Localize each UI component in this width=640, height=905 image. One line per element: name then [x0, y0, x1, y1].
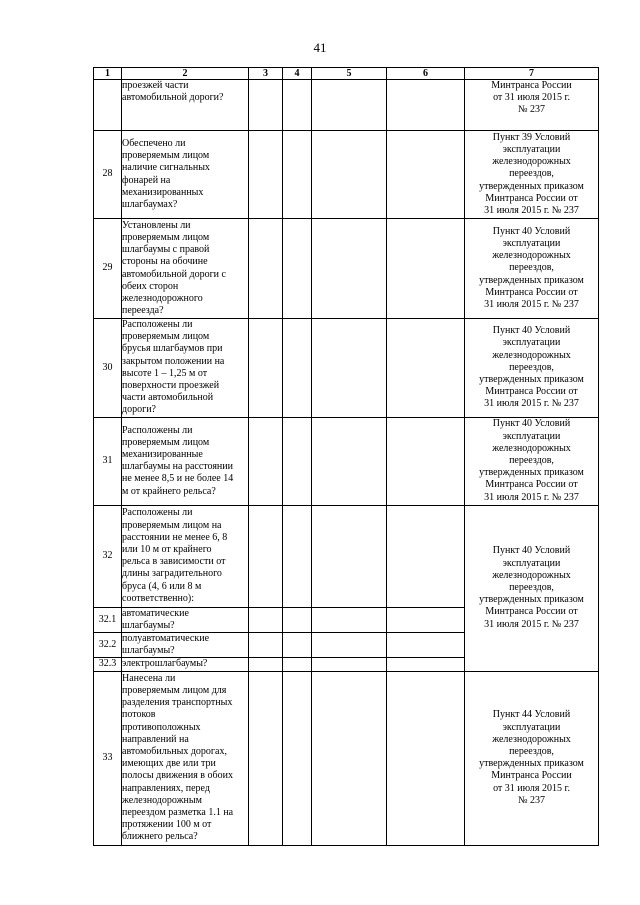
row-number: 32.1 — [94, 607, 122, 632]
row-question: Установлены ли проверяемым лицом шлагбаумы с правой стороны на обочине автомобильной дороги с обеих сторон железнодорожного переезда? — [122, 219, 249, 319]
checklist-table — [93, 67, 599, 846]
col-header-2: 2 — [122, 68, 249, 80]
row-question: Обеспечено ли проверяемым лицом наличие сигнальных фонарей на механизированных шлагбаумах? — [122, 131, 249, 219]
row-question: электрошлагбаумы? — [122, 658, 249, 671]
row-question: проезжей части автомобильной дороги? — [122, 80, 249, 131]
row-number — [94, 80, 122, 131]
table-row — [94, 219, 599, 319]
row-number: 32 — [94, 505, 122, 607]
row-question: Расположены ли проверяемым лицом на расстоянии не менее 6, 8 или 10 м от крайнего рельса в зависимости от длины заградительного бруса (4, 6 или 8 м соответственно): — [122, 505, 249, 607]
row-question: автоматические шлагбаумы? — [122, 607, 249, 632]
table-row — [94, 319, 599, 418]
row-number: 32.3 — [94, 658, 122, 671]
row-question: полуавтоматические шлагбаумы? — [122, 633, 249, 658]
row-question: Расположены ли проверяемым лицом брусья шлагбаумов при закрытом положении на высоте 1 – 1,25 м от поверхности проезжей части автомобильной дороги? — [122, 319, 249, 418]
col-header-4: 4 — [283, 68, 312, 80]
page-number: 41 — [313, 40, 327, 55]
row-reference: Пункт 40 Условий эксплуатации железнодорожных переездов, утвержденных приказом Минтранса России от 31 июля 2015 г. № 237 — [465, 219, 599, 319]
row-reference: Пункт 44 Условий эксплуатации железнодорожных переездов, утвержденных приказом Минтранса России от 31 июля 2015 г. № 237 — [465, 671, 599, 845]
row-number: 33 — [94, 671, 122, 845]
table-row — [94, 80, 599, 131]
row-number: 30 — [94, 319, 122, 418]
row-reference: Минтранса России от 31 июля 2015 г. № 237 — [465, 80, 599, 131]
table-row — [94, 671, 599, 845]
row-number: 32.2 — [94, 633, 122, 658]
row-reference: Пункт 40 Условий эксплуатации железнодорожных переездов, утвержденных приказом Минтранса России от 31 июля 2015 г. № 237 — [465, 505, 599, 671]
row-number: 28 — [94, 131, 122, 219]
row-number: 31 — [94, 417, 122, 505]
col-header-3: 3 — [249, 68, 283, 80]
table-row — [94, 131, 599, 219]
col-header-5: 5 — [312, 68, 387, 80]
header-row — [94, 68, 599, 80]
row-question: Расположены ли проверяемым лицом механизированные шлагбаумы на расстоянии не менее 8,5 и не более 14 м от крайнего рельса? — [122, 417, 249, 505]
table-row — [94, 505, 599, 607]
table-row — [94, 417, 599, 505]
row-number: 29 — [94, 219, 122, 319]
row-reference: Пункт 40 Условий эксплуатации железнодорожных переездов, утвержденных приказом Минтранса России от 31 июля 2015 г. № 237 — [465, 319, 599, 418]
col-header-6: 6 — [387, 68, 465, 80]
row-reference: Пункт 40 Условий эксплуатации железнодорожных переездов, утвержденных приказом Минтранса России от 31 июля 2015 г. № 237 — [465, 417, 599, 505]
col-header-7: 7 — [465, 68, 599, 80]
row-question: Нанесена ли проверяемым лицом для разделения транспортных потоков противоположных направлений на автомобильных дорогах, имеющих две или три полосы движения в обоих направлениях, перед железнодорожным переездом разметка 1.1 на протяжении 100 м от ближнего рельса? — [122, 671, 249, 845]
row-reference: Пункт 39 Условий эксплуатации железнодорожных переездов, утвержденных приказом Минтранса России от 31 июля 2015 г. № 237 — [465, 131, 599, 219]
col-header-1: 1 — [94, 68, 122, 80]
